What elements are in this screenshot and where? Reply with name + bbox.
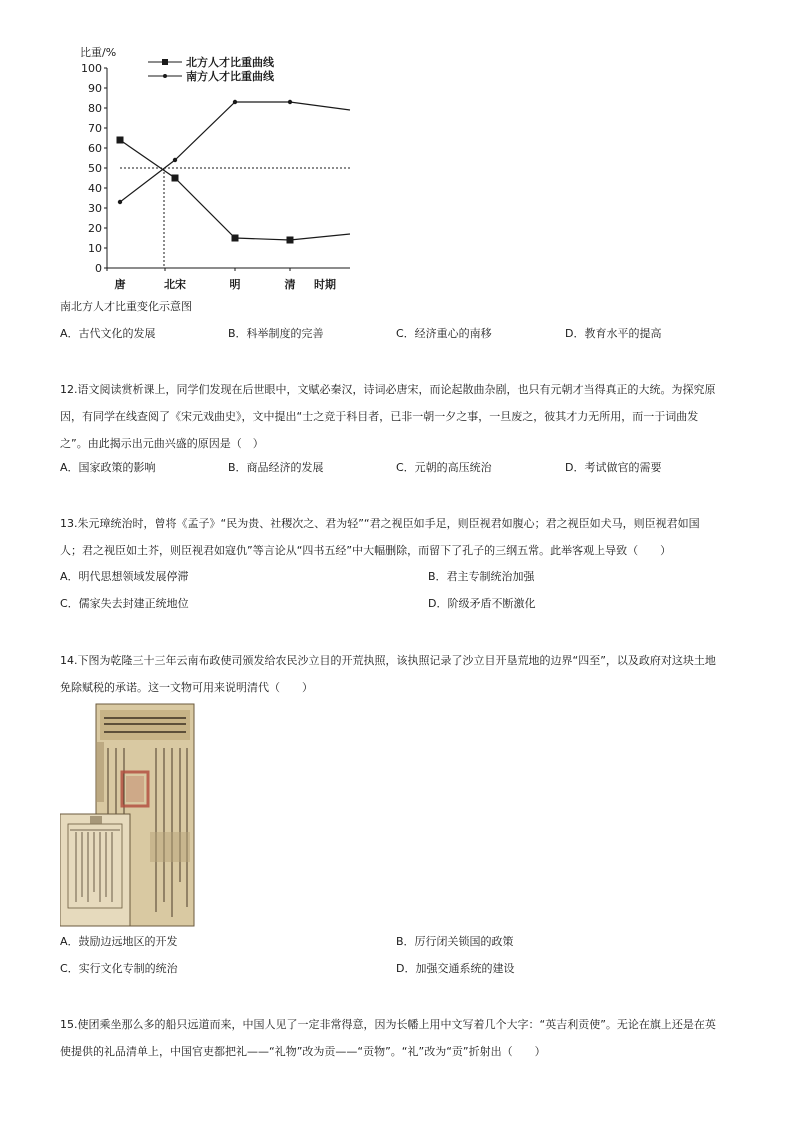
legend-north: 北方人才比重曲线	[186, 56, 274, 69]
y-tick-label: 70	[88, 122, 102, 135]
q12-line: 因，有同学在线查阅了《宋元戏曲史》，文中提出“士之竞于科目者，已非一朝一夕之事，一旦废之，彼其才力无所用，而一于词曲发	[60, 410, 699, 423]
q12-option-d[interactable]: D．考试做官的需要	[565, 461, 662, 474]
y-tick-label: 20	[88, 222, 102, 235]
north-data-point	[172, 175, 179, 182]
q13-stem	[60, 510, 700, 564]
q13-line: 13.朱元璋统治时，曾将《孟子》“民为贵、社稷次之、君为轻”“君之视臣如手足，则臣视君如腹心；君之视臣如犬马，则臣视君如国	[60, 517, 700, 530]
q12-line: 12.语文阅读赏析课上，同学们发现在后世眼中，文赋必秦汉，诗词必唐宋，而论起散曲杂剧，也只有元朝才当得真正的大统。为探究原	[60, 383, 716, 396]
q12-line: 之”。由此揭示出元曲兴盛的原因是（ ）	[60, 437, 264, 450]
y-tick-label: 10	[88, 242, 102, 255]
north-data-point	[117, 137, 124, 144]
y-tick-label: 100	[81, 62, 102, 75]
q13-option-c[interactable]: C．儒家失去封建正统地位	[60, 597, 189, 610]
q12-option-a[interactable]: A．国家政策的影响	[60, 461, 156, 474]
q14-line: 14.下图为乾隆三十三年云南布政使司颁发给农民沙立目的开荒执照，该执照记录了沙立目开垦荒地的边界“四至”，以及政府对这块土地	[60, 654, 716, 667]
south-data-point	[118, 200, 122, 204]
y-tick-label: 0	[95, 262, 102, 275]
x-tick-label: 清	[284, 278, 296, 291]
south-data-point	[233, 100, 237, 104]
y-tick-label: 50	[88, 162, 102, 175]
chart-caption: 南北方人才比重变化示意图	[60, 300, 192, 313]
q14-stem	[60, 647, 716, 701]
x-tick-label: 北宋	[164, 278, 186, 291]
series-line-south	[120, 102, 350, 202]
q11-option-a[interactable]: A．古代文化的发展	[60, 327, 156, 340]
x-tick-label: 明	[229, 278, 241, 291]
q11-option-c[interactable]: C．经济重心的南移	[396, 327, 492, 340]
q11-option-b[interactable]: B．科举制度的完善	[228, 327, 324, 340]
q12-stem	[60, 376, 716, 457]
q13-option-b[interactable]: B．君主专制统治加强	[428, 570, 535, 583]
q12-option-c[interactable]: C．元朝的高压统治	[396, 461, 492, 474]
q14-line: 免除赋税的承诺。这一文物可用来说明清代（ ）	[60, 681, 313, 694]
q11-option-d[interactable]: D．教育水平的提高	[565, 327, 662, 340]
talent-ratio-chart	[60, 38, 360, 298]
south-data-point	[173, 158, 177, 162]
y-tick-label: 60	[88, 142, 102, 155]
q12-option-b[interactable]: B．商品经济的发展	[228, 461, 324, 474]
y-tick-label: 80	[88, 102, 102, 115]
reference-lines	[120, 168, 350, 268]
q14-option-a[interactable]: A．鼓励边远地区的开发	[60, 935, 178, 948]
y-tick-label: 30	[88, 202, 102, 215]
q14-option-d[interactable]: D．加强交通系统的建设	[396, 962, 515, 975]
q14-option-b[interactable]: B．厉行闭关锁国的政策	[396, 935, 514, 948]
north-data-point	[232, 235, 239, 242]
chart-legend	[148, 55, 275, 83]
q13-option-a[interactable]: A．明代思想领域发展停滞	[60, 570, 189, 583]
north-data-point	[287, 237, 294, 244]
q15-stem	[60, 1011, 716, 1065]
y-tick-label: 90	[88, 82, 102, 95]
q15-line: 15.使团乘坐那么多的船只远道而来，中国人见了一定非常得意，因为长幡上用中文写着几个大字：“英吉利贡使”。无论在旗上还是在英	[60, 1018, 716, 1031]
south-data-point	[288, 100, 292, 104]
x-tick-label: 唐	[114, 278, 126, 291]
x-ticks	[107, 268, 336, 291]
y-axis-label: 比重/%	[80, 46, 117, 59]
legend-south: 南方人才比重曲线	[186, 70, 274, 83]
series-layer	[117, 100, 351, 244]
y-tick-label: 40	[88, 182, 102, 195]
q13-line: 人；君之视臣如土芥，则臣视君如寇仇”等言论从“四书五经”中大幅删除，而留下了孔子的三纲五常。此举客观上导致（ ）	[60, 544, 672, 557]
q14-option-c[interactable]: C．实行文化专制的统治	[60, 962, 178, 975]
y-ticks	[81, 62, 107, 275]
land-permit-photo	[60, 702, 196, 928]
x-axis-title: 时期	[314, 278, 336, 291]
q13-option-d[interactable]: D．阶级矛盾不断激化	[428, 597, 536, 610]
series-line-north	[120, 140, 350, 240]
q15-line: 使提供的礼品清单上，中国官吏都把礼——“礼物”改为贡——“贡物”。“礼”改为“贡”折射出（ ）	[60, 1045, 546, 1058]
